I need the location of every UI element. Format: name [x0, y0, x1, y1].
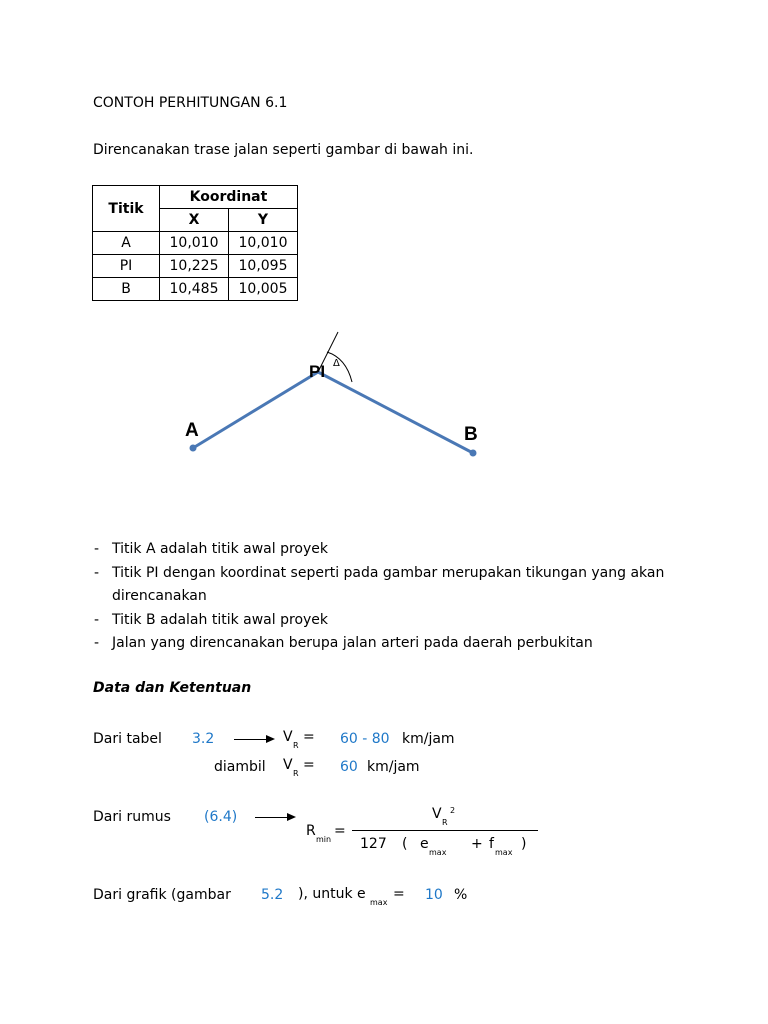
note-item: - Titik B adalah titik awal proyek — [93, 609, 713, 633]
cell-y: 10,005 — [229, 278, 298, 301]
row1-sub: R — [293, 741, 299, 750]
row2-value: 60 — [340, 759, 358, 775]
point-b-marker — [470, 450, 477, 457]
cell-x: 10,485 — [160, 278, 229, 301]
row1-ref: 3.2 — [192, 731, 215, 747]
row4-sub: max — [370, 898, 388, 907]
point-a-marker — [190, 445, 197, 452]
intro-text: Direncanakan trase jalan seperti gambar di bawah ini. — [93, 142, 474, 158]
header-koordinat: Koordinat — [160, 186, 298, 209]
note-item: - Titik PI dengan koordinat seperti pada gambar merupakan tikungan yang akan direncanakan — [93, 562, 713, 609]
formula-num-sub: R — [442, 818, 448, 827]
route-segment-a-pi — [193, 372, 318, 448]
row2-eq: = — [303, 757, 315, 773]
header-titik: Titik — [93, 186, 160, 232]
cell-titik: A — [93, 232, 160, 255]
row4-eq: = — [393, 886, 405, 902]
formula-fraction-line — [352, 830, 538, 831]
note-item: - Titik A adalah titik awal proyek — [93, 538, 713, 562]
formula-den-close: ) — [521, 836, 527, 852]
row1-eq: = — [303, 729, 315, 745]
arrow-right-icon — [266, 735, 275, 743]
notes-list — [93, 538, 713, 656]
formula-den-plus: + — [471, 836, 483, 852]
row4-ref: 5.2 — [261, 887, 284, 903]
row4-value: 10 — [425, 887, 443, 903]
row1-unit: km/jam — [402, 731, 455, 747]
row4-unit: % — [454, 887, 468, 903]
formula-num-sup: 2 — [450, 806, 456, 815]
page-title: CONTOH PERHITUNGAN 6.1 — [93, 95, 288, 111]
row2-label: diambil — [214, 759, 266, 775]
header-y: Y — [229, 209, 298, 232]
cell-y: 10,010 — [229, 232, 298, 255]
row4-label: Dari grafik (gambar — [93, 887, 231, 903]
header-x: X — [160, 209, 229, 232]
formula-lhs-var: R — [306, 823, 316, 839]
formula-den-f: f — [489, 836, 494, 852]
formula-den-e-sub: max — [429, 848, 447, 857]
row1-var: V — [283, 729, 293, 745]
formula-den-open: ( — [402, 836, 408, 852]
row2-sub: R — [293, 769, 299, 778]
row1-arrow-line — [234, 739, 268, 740]
cell-titik: PI — [93, 255, 160, 278]
row1-label: Dari tabel — [93, 731, 162, 747]
label-pi: PI — [309, 362, 326, 381]
arrow-right-icon — [287, 813, 296, 821]
label-b: B — [464, 424, 478, 445]
row3-ref: (6.4) — [204, 809, 238, 825]
cell-x: 10,225 — [160, 255, 229, 278]
formula-den-e: e — [420, 836, 429, 852]
row3-label: Dari rumus — [93, 809, 171, 825]
cell-titik: B — [93, 278, 160, 301]
delta-symbol: Δ — [333, 358, 340, 369]
row2-var: V — [283, 757, 293, 773]
note-item: - Jalan yang direncanakan berupa jalan arteri pada daerah perbukitan — [93, 632, 713, 656]
row1-value: 60 - 80 — [340, 731, 390, 747]
route-segment-pi-b — [318, 372, 473, 453]
section-title: Data dan Ketentuan — [93, 680, 252, 696]
formula-den-const: 127 — [360, 836, 387, 852]
row4-mid: ), untuk e — [298, 886, 366, 902]
formula-eq: = — [334, 823, 346, 839]
row3-arrow-line — [255, 817, 289, 818]
formula-num-var: V — [432, 806, 442, 822]
cell-x: 10,010 — [160, 232, 229, 255]
row2-unit: km/jam — [367, 759, 420, 775]
cell-y: 10,095 — [229, 255, 298, 278]
formula-lhs-sub: min — [316, 835, 332, 844]
formula-den-f-sub: max — [495, 848, 513, 857]
label-a: A — [185, 420, 199, 441]
